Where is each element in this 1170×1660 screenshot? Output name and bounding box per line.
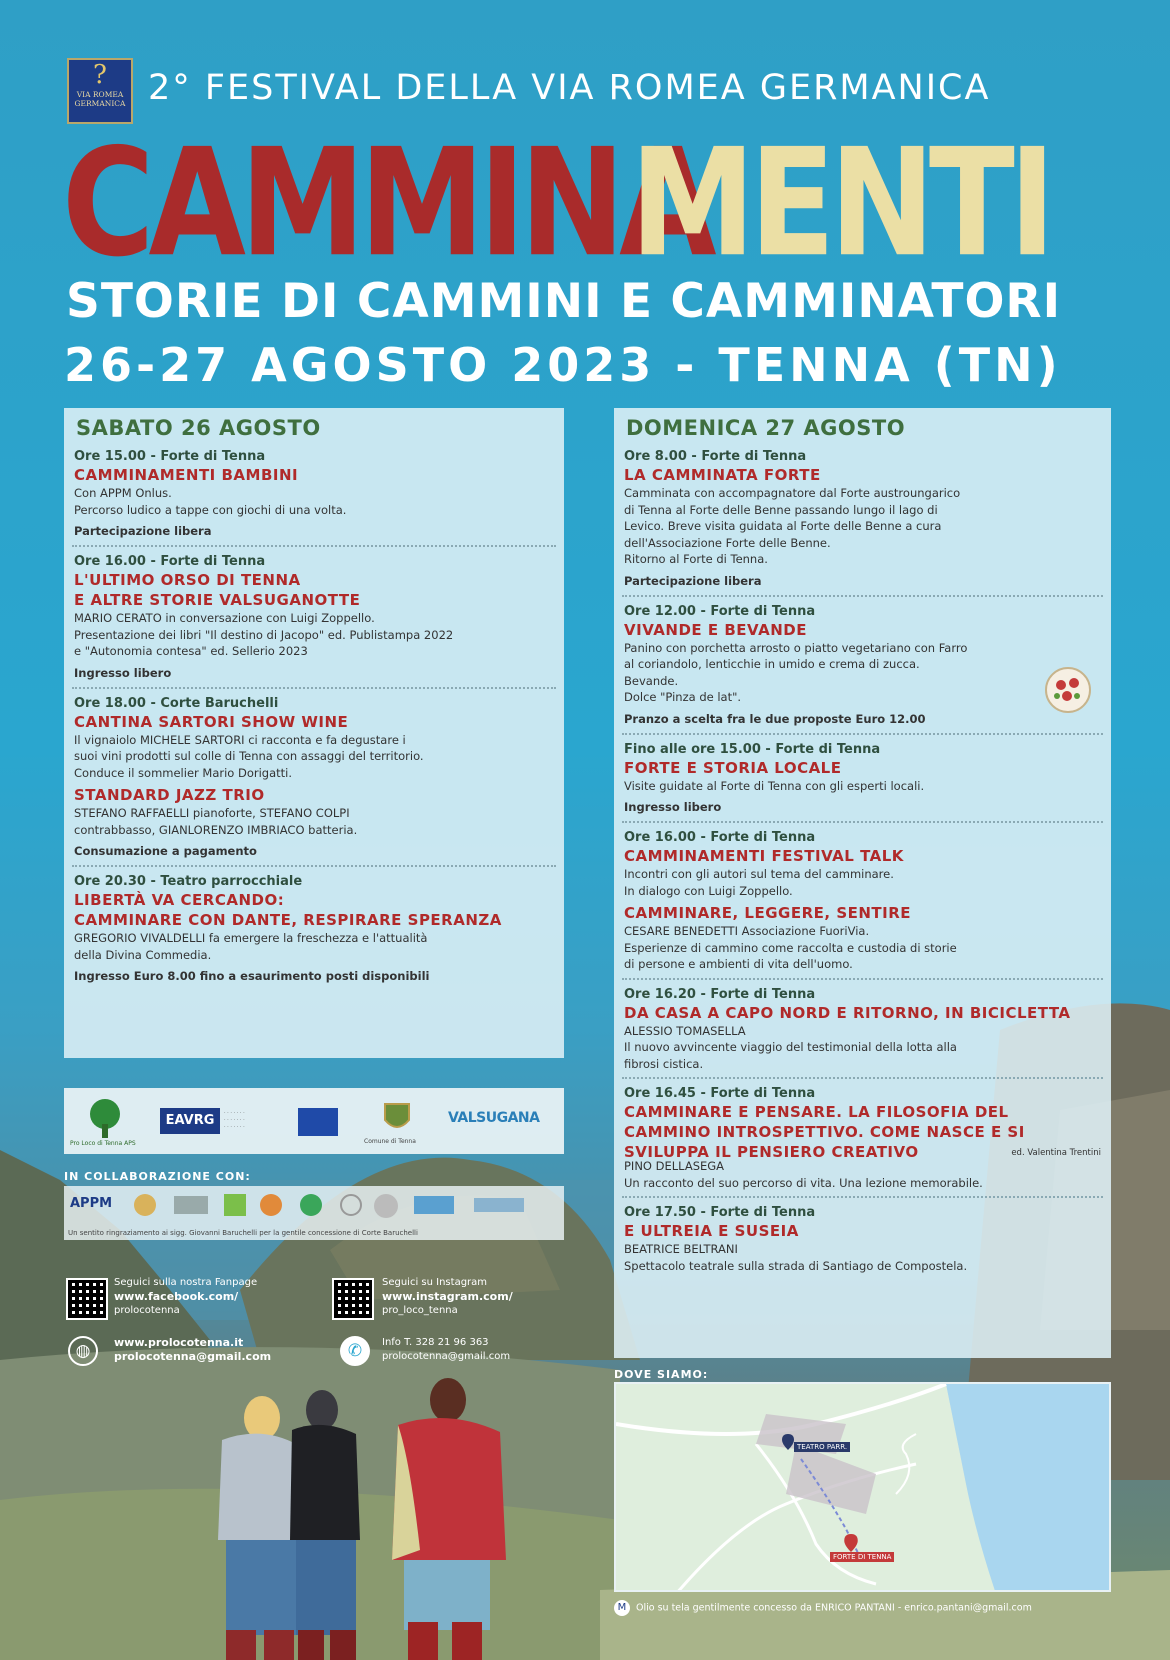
sponsor-logo-icon	[224, 1194, 246, 1216]
sunday-program	[614, 408, 1111, 1358]
instagram-qr-code[interactable]	[332, 1278, 374, 1320]
collaboration-sponsors-bar	[64, 1186, 564, 1240]
sponsor-name: Comune di Tenna	[364, 1138, 416, 1145]
event-time: Ore 16.00 - Forte di Tenna	[624, 830, 816, 845]
event-item	[72, 695, 556, 868]
event-desc: Con APPM Onlus. Percorso ludico a tappe con giochi di una volta.	[74, 486, 347, 517]
sponsor-name: Pro Loco di Tenna APS	[70, 1140, 136, 1147]
main-sponsors-bar	[64, 1088, 564, 1154]
sponsor-logo-appm: APPM	[70, 1196, 113, 1211]
map-pin-icon	[782, 1434, 794, 1450]
event-dates: 26-27 AGOSTO 2023 - TENNA (TN)	[64, 338, 1062, 392]
info-contact	[382, 1336, 510, 1364]
location-map[interactable]	[614, 1382, 1111, 1592]
info-phone[interactable]: Info T. 328 21 96 363	[382, 1337, 489, 1348]
facebook-label: Seguici sulla nostra Fanpage	[114, 1277, 258, 1288]
day-title: DOMENICA 27 AGOSTO	[626, 416, 906, 440]
event-desc: Il vignaiolo MICHELE SARTORI ci racconta e fa degustare i suoi vini prodotti sul colle di Tenna con assaggi del territorio. Conduce il sommelier Mario Dorigatti.	[74, 732, 424, 780]
event-title: LA CAMMINATA FORTE	[624, 466, 821, 484]
event-time: Ore 8.00 - Forte di Tenna	[624, 449, 807, 464]
sponsor-logo-valsugana: VALSUGANA	[448, 1110, 540, 1126]
globe-icon: ◍	[68, 1336, 98, 1366]
event-time: Ore 20.30 - Teatro parrocchiale	[74, 874, 303, 889]
event-item	[72, 448, 556, 547]
title-cammina: CAMMINA	[62, 116, 711, 290]
web-contact	[114, 1336, 271, 1364]
thanks-caption: Un sentito ringraziamento ai sigg. Giovanni Baruchelli per la gentile concessione di Corte Baruchelli	[68, 1229, 418, 1237]
event-desc: MARIO CERATO in conversazione con Luigi Zoppello. Presentazione dei libri "Il destino di Jacopo" ed. Publistampa 2022 e "Autonomia contesa" ed. Sellerio 2023	[74, 611, 454, 658]
event-item	[622, 986, 1103, 1080]
event-desc: ALESSIO TOMASELLA Il nuovo avvincente viaggio del testimonial della lotta alla fibrosi cistica.	[624, 1023, 957, 1071]
municipality-crest-icon	[382, 1098, 412, 1136]
tagline: STORIE DI CAMMINI E CAMMINATORI	[66, 274, 1062, 329]
event-item	[622, 448, 1103, 597]
event-title-2: STANDARD JAZZ TRIO	[74, 786, 265, 804]
event-note: Partecipazione libera	[74, 524, 212, 538]
event-item	[622, 829, 1103, 980]
day-title: SABATO 26 AGOSTO	[76, 416, 321, 440]
email-link[interactable]: prolocotenna@gmail.com	[114, 1350, 272, 1363]
event-note: Consumazione a pagamento	[74, 844, 257, 858]
event-item	[72, 553, 556, 689]
instagram-label: Seguici su Instagram	[382, 1277, 488, 1288]
credit-text: Olio su tela gentilmente concesso da ENRICO PANTANI - enrico.pantani@gmail.com	[636, 1602, 1032, 1614]
event-time: Ore 17.50 - Forte di Tenna	[624, 1205, 816, 1220]
sponsor-logo-icon	[174, 1196, 208, 1214]
website-link[interactable]: www.prolocotenna.it	[114, 1336, 244, 1349]
event-note: Ingresso libero	[624, 800, 722, 814]
whatsapp-icon: ✆	[340, 1336, 370, 1366]
event-desc: Panino con porchetta arrosto o piatto vegetariano con Farro al coriandolo, lenticchie in umido e crema di zucca. Bevande. Dolce "Pinza de lat".	[624, 640, 968, 704]
event-note: Pranzo a scelta fra le due proposte Euro 12.00	[624, 711, 926, 726]
event-item	[622, 1085, 1103, 1198]
event-time: Ore 16.20 - Forte di Tenna	[624, 986, 816, 1002]
event-title: DA CASA A CAPO NORD E RITORNO, IN BICICLETTA	[624, 1003, 1071, 1022]
painting-credit	[614, 1600, 1111, 1616]
facebook-contact	[114, 1276, 257, 1318]
instagram-contact	[382, 1276, 513, 1318]
sponsor-logo-icon	[340, 1194, 362, 1216]
credit-icon: M	[614, 1600, 630, 1616]
event-desc-2: STEFANO RAFFAELLI pianoforte, STEFANO COLPI contrabbasso, GIANLORENZO IMBRIACO batteria.	[74, 806, 358, 837]
facebook-qr-code[interactable]	[66, 1278, 108, 1320]
event-title: CANTINA SARTORI SHOW WINE	[74, 712, 349, 731]
sponsor-logo-icon	[414, 1196, 454, 1214]
event-time: Ore 16.45 - Forte di Tenna	[624, 1086, 816, 1101]
title-menti: MENTI	[630, 116, 1050, 290]
event-title: LIBERTÀ VA CERCANDO: CAMMINARE CON DANTE, RESPIRARE SPERANZA	[74, 891, 502, 929]
sponsor-logo-icon	[474, 1198, 524, 1212]
map-pin-icon	[844, 1534, 858, 1552]
event-time: Fino alle ore 15.00 - Forte di Tenna	[624, 741, 881, 757]
event-note: Ingresso Euro 8.00 fino a esaurimento posti disponibili	[74, 969, 430, 983]
event-title: L'ULTIMO ORSO DI TENNA E ALTRE STORIE VALSUGANOTTE	[74, 571, 361, 609]
event-time: Ore 18.00 - Corte Baruchelli	[74, 695, 279, 711]
logo-text: VIA ROMEA GERMANICA	[74, 90, 126, 108]
event-desc-2: CESARE BENEDETTI Associazione FuoriVia. Esperienze di cammino come raccolta e custodia di storie di persone e ambienti di vita dell'uomo.	[624, 924, 957, 971]
event-title: VIVANDE E BEVANDE	[624, 620, 807, 639]
event-title: CAMMINAMENTI FESTIVAL TALK	[624, 847, 904, 865]
festival-subtitle: 2° FESTIVAL DELLA VIA ROMEA GERMANICA	[148, 68, 991, 108]
event-desc: Camminata con accompagnatore dal Forte austroungarico di Tenna al Forte delle Benne passando lungo il lago di Levico. Breve visita guidata al Forte delle Benne a cura dell'Associazione Forte delle Benne. Ritorno al Forte di Tenna.	[624, 486, 961, 566]
event-desc: PINO DELLASEGA Un racconto del suo percorso di vita. Una lezione memorabile.	[624, 1159, 983, 1190]
event-note: Ingresso libero	[74, 665, 172, 680]
instagram-link[interactable]: www.instagram.com/	[382, 1290, 513, 1303]
event-desc: GREGORIO VIVALDELLI fa emergere la freschezza e l'attualità della Divina Commedia.	[74, 931, 428, 962]
event-time: Ore 16.00 - Forte di Tenna	[74, 554, 266, 569]
event-desc: Incontri con gli autori sul tema del camminare. In dialogo con Luigi Zoppello.	[624, 867, 894, 898]
sponsor-logo-icon	[134, 1194, 156, 1216]
sponsor-logo-eavrg: EAVRG	[160, 1108, 220, 1134]
facebook-handle: prolocotenna	[114, 1305, 180, 1316]
event-title: CAMMINAMENTI BAMBINI	[74, 466, 299, 484]
pizza-icon	[1043, 665, 1093, 715]
event-desc: BEATRICE BELTRANI Spettacolo teatrale sulla strada di Santiago de Compostela.	[624, 1242, 968, 1273]
event-item	[622, 741, 1103, 824]
via-romea-logo: ? VIA ROMEA GERMANICA	[67, 58, 133, 124]
event-desc: Visite guidate al Forte di Tenna con gli esperti locali.	[624, 778, 925, 793]
event-item	[622, 1204, 1103, 1279]
event-time: Ore 15.00 - Forte di Tenna	[74, 449, 266, 464]
event-note: Partecipazione libera	[624, 573, 762, 588]
event-item	[622, 603, 1103, 735]
instagram-handle: pro_loco_tenna	[382, 1305, 458, 1316]
sponsor-logo-icon	[374, 1194, 398, 1218]
info-email[interactable]: prolocotenna@gmail.com	[382, 1351, 511, 1362]
event-title: E ULTREIA E SUSEIA	[624, 1222, 799, 1240]
sponsor-logo-icon	[300, 1194, 322, 1216]
pin-label-forte: FORTE DI TENNA	[830, 1552, 894, 1562]
council-of-europe-icon	[298, 1108, 338, 1136]
sponsor-logo-icon	[260, 1194, 282, 1216]
event-item	[72, 873, 556, 990]
event-title: CAMMINARE E PENSARE. LA FILOSOFIA DEL CAMMINO INTROSPETTIVO. COME NASCE E SI SVILUPPA IL PENSIERO CREATIVO	[624, 1103, 1025, 1161]
event-time: Ore 12.00 - Forte di Tenna	[624, 603, 816, 619]
event-title-2: CAMMINARE, LEGGERE, SENTIRE	[624, 904, 912, 922]
facebook-link[interactable]: www.facebook.com/	[114, 1290, 239, 1303]
map-label: DOVE SIAMO:	[614, 1368, 709, 1381]
collaboration-label: IN COLLABORAZIONE CON:	[64, 1170, 251, 1183]
tree-logo-icon	[82, 1096, 128, 1142]
event-title: FORTE E STORIA LOCALE	[624, 758, 842, 777]
event-publisher: ed. Valentina Trentini	[1011, 1148, 1101, 1158]
saturday-program	[64, 408, 564, 1058]
sponsor-caption: · · · · · · · · · · · · · · · · · · · · ·	[224, 1110, 245, 1130]
pin-label-teatro: TEATRO PARR.	[794, 1442, 850, 1452]
